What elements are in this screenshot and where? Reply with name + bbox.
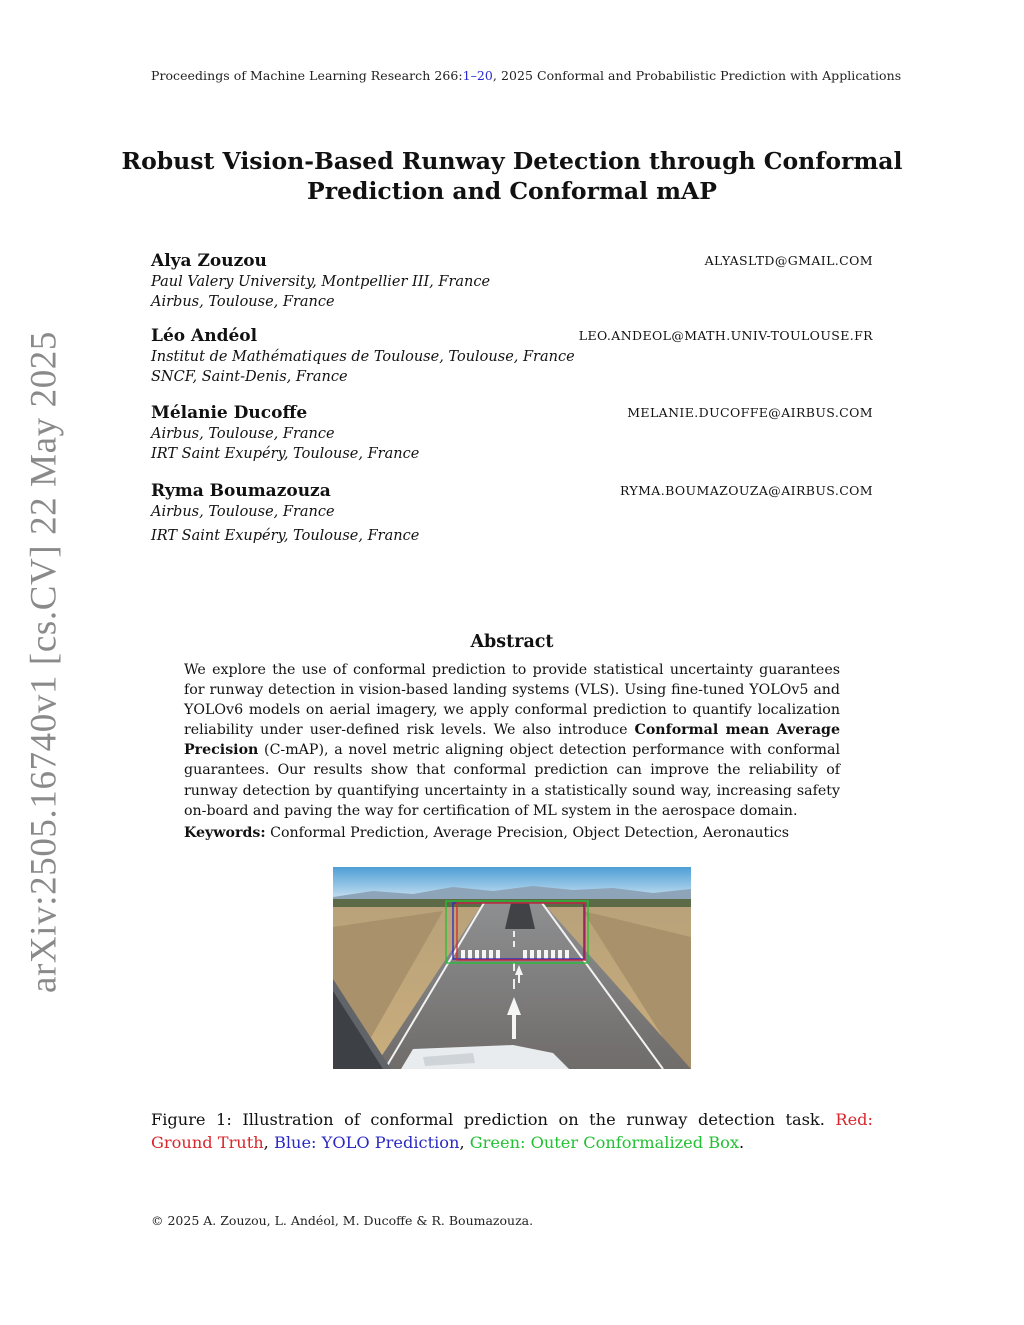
figure-caption: [151, 1108, 873, 1154]
caption-sep: ,: [263, 1133, 274, 1152]
running-header: [151, 68, 902, 83]
abstract-bold-term: Conformal mean Average Precision: [184, 722, 840, 759]
author-affiliation: Airbus, Toulouse, France: [151, 426, 335, 442]
author-block-2: [151, 325, 873, 387]
header-prefix: Proceedings of Machine Learning Research 266:: [151, 68, 463, 83]
author-email[interactable]: ALYASLTD@GMAIL.COM: [704, 253, 873, 268]
author-email[interactable]: MELANIE.DUCOFFE@AIRBUS.COM: [627, 405, 873, 420]
copyright-footer: © 2025 A. Zouzou, L. Andéol, M. Ducoffe & R. Boumazouza.: [151, 1213, 534, 1228]
author-block-3: [151, 402, 873, 464]
author-affiliation: Airbus, Toulouse, France: [151, 504, 335, 520]
abstract-heading: Abstract: [470, 632, 554, 652]
author-name: Ryma Boumazouza: [151, 481, 331, 501]
keywords-list: Conformal Prediction, Average Precision, Object Detection, Aeronautics: [270, 825, 790, 841]
author-affiliation: IRT Saint Exupéry, Toulouse, France: [151, 446, 420, 462]
author-name: Mélanie Ducoffe: [151, 403, 308, 423]
author-email[interactable]: RYMA.BOUMAZOUZA@AIRBUS.COM: [620, 483, 873, 498]
author-affiliation: Institut de Mathématiques de Toulouse, Toulouse, France: [151, 349, 575, 365]
runway-image: [333, 867, 691, 1069]
keywords-line: [184, 823, 840, 843]
author-affiliation: SNCF, Saint-Denis, France: [151, 369, 348, 385]
caption-blue-label: Blue: YOLO Prediction: [273, 1133, 460, 1152]
header-suffix: , 2025 Conformal and Probabilistic Prediction with Applications: [492, 68, 902, 83]
caption-red-label: Red: Ground Truth: [151, 1110, 873, 1152]
runway-figure: [333, 867, 691, 1069]
author-name: Alya Zouzou: [151, 251, 267, 271]
arxiv-side-stamp: arXiv:2505.16740v1 [cs.CV] 22 May 2025: [23, 330, 65, 994]
author-affiliation: Airbus, Toulouse, France: [151, 294, 335, 310]
keywords-label: Keywords:: [184, 825, 266, 841]
caption-end: .: [739, 1133, 745, 1152]
abstract-text-part-2: (C-mAP), a novel metric aligning object detection performance with conformal guarantees. Our results show that conformal prediction can improve the reliability of runway detection by quantifying uncertainty in a statistically sound way, increasing safety on-board and paving the way for certification of ML system in the aerospace domain.: [184, 742, 840, 819]
author-affiliation: IRT Saint Exupéry, Toulouse, France: [151, 528, 420, 544]
author-email[interactable]: LEO.ANDEOL@MATH.UNIV-TOULOUSE.FR: [578, 328, 873, 343]
abstract-text-part-1: We explore the use of conformal prediction to provide statistical uncertainty guarantees for runway detection in vision-based landing systems (VLS). Using fine-tuned YOLOv5 and YOLOv6 models on aerial imagery, we apply conformal prediction to quantify localization reliability under user-defined risk levels. We also introduce: [184, 662, 840, 739]
paper-title: [100, 146, 924, 206]
author-name: Léo Andéol: [151, 326, 258, 346]
author-affiliation: Paul Valery University, Montpellier III, France: [151, 274, 491, 290]
title-line-2: Prediction and Conformal mAP: [307, 177, 717, 205]
title-line-1: Robust Vision-Based Runway Detection through Conformal: [121, 147, 903, 175]
caption-sep: ,: [459, 1133, 470, 1152]
author-block-4: [151, 480, 873, 546]
caption-green-label: Green: Outer Conformalized Box: [469, 1133, 740, 1152]
caption-prefix: Figure 1: Illustration of conformal prediction on the runway detection task.: [151, 1110, 836, 1129]
header-pages-link[interactable]: 1–20: [462, 68, 493, 83]
author-block-1: [151, 250, 873, 312]
abstract-text: [184, 660, 840, 821]
